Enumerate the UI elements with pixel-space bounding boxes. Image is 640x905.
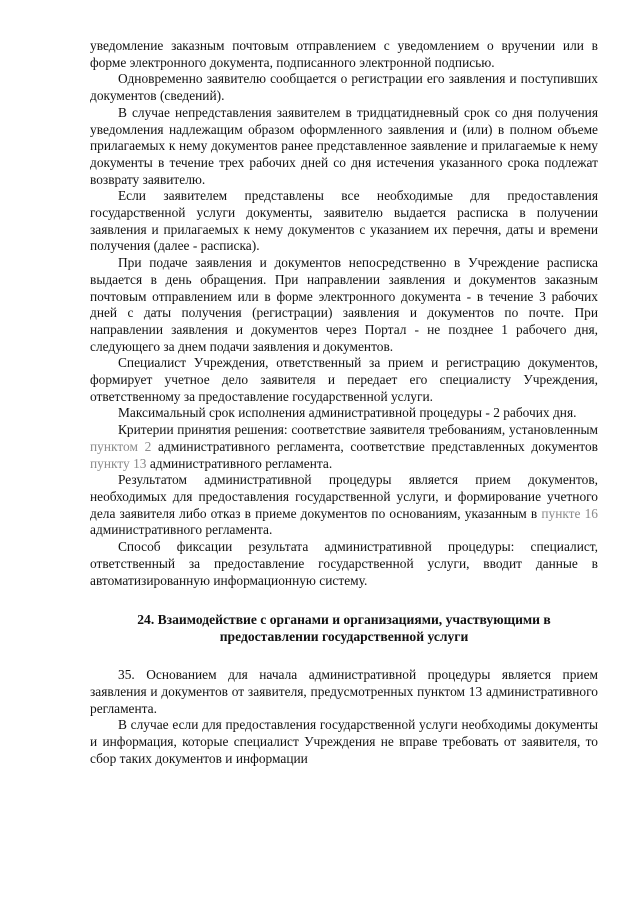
paragraph-receipt-timing: При подаче заявления и документов непосредственно в Учреждение расписка выдается в день обращения. При направлении заявления и документов заказным почтовым отправлением или в форме электронного документа - в течение 3 рабочих дней с даты получения (регистрации) заявления и документов по почте. При направлении заявления и документов через Портал - не позднее 1 рабочего дня, следующего за днем подачи заявления и документов. xyxy=(90,255,598,354)
result-text-2: административного регламента. xyxy=(90,522,273,538)
paragraph-specialist-duties: Специалист Учреждения, ответственный за прием и регистрацию документов, формирует учетное дело заявителя и передает его специалисту Учреждения, ответственному за предоставление государственной услуги. xyxy=(90,355,598,404)
paragraph-notification: уведомление заказным почтовым отправлением с уведомлением о вручении или в форме электронного документа, подписанного электронной подписью. xyxy=(90,38,598,70)
criteria-text-1: Критерии принятия решения: соответствие заявителя требованиям, установленным xyxy=(118,422,598,438)
paragraph-procedure-basis: 35. Основанием для начала административной процедуры является прием заявления и документов от заявителя, предусмотренных пунктом 13 административного регламента. xyxy=(90,667,598,716)
paragraph-decision-criteria xyxy=(90,422,598,472)
paragraph-max-duration: Максимальный срок исполнения административной процедуры - 2 рабочих дня. xyxy=(118,405,577,421)
criteria-link-item-2[interactable]: пунктом 2 xyxy=(90,438,152,454)
section-heading-line-2: предоставлении государственной услуги xyxy=(219,629,469,645)
paragraph-documents-collection: В случае если для предоставления государственной услуги необходимы документы и информация, которые специалист Учреждения не вправе требовать от заявителя, то сбор таких документов и информации xyxy=(90,717,598,766)
result-text-1: Результатом административной процедуры является прием документов, необходимых для предоставления государственной услуги, и формирование учетного дела заявителя либо отказ в приеме документов по основаниям, указанным в xyxy=(90,472,598,521)
paragraph-receipt-issued: Если заявителем представлены все необходимые для предоставления государственной услуги документы, заявителю выдается расписка в получении заявления и прилагаемых к нему документов с указанием их перечня, даты и времени получения (далее - расписка). xyxy=(90,188,598,254)
section-heading-line-1: 24. Взаимодействие с органами и организациями, участвующими в xyxy=(137,612,551,628)
criteria-link-item-13[interactable]: пункту 13 xyxy=(90,455,147,471)
section-heading xyxy=(90,611,598,645)
criteria-text-2: административного регламента, соответствие представленных документов xyxy=(151,438,598,454)
paragraph-non-submission: В случае непредставления заявителем в тридцатидневный срок со дня получения уведомления надлежащим образом оформленного заявления и (или) в полном объеме прилагаемых к нему документов ранее представленное заявление и прилагаемые к нему документы в течение трех рабочих дней со дня истечения указанного срока подлежат возврату заявителю. xyxy=(90,104,598,187)
result-link-item-16[interactable]: пункте 16 xyxy=(541,505,599,521)
paragraph-procedure-result xyxy=(90,472,598,539)
paragraph-fixation-method: Способ фиксации результата административной процедуры: специалист, ответственный за предоставление государственной услуги, вводит данные в автоматизированную информационную систему. xyxy=(90,539,598,588)
paragraph-registration-notice: Одновременно заявителю сообщается о регистрации его заявления и поступивших документов (сведений). xyxy=(90,71,598,104)
criteria-text-3: административного регламента. xyxy=(146,455,333,471)
